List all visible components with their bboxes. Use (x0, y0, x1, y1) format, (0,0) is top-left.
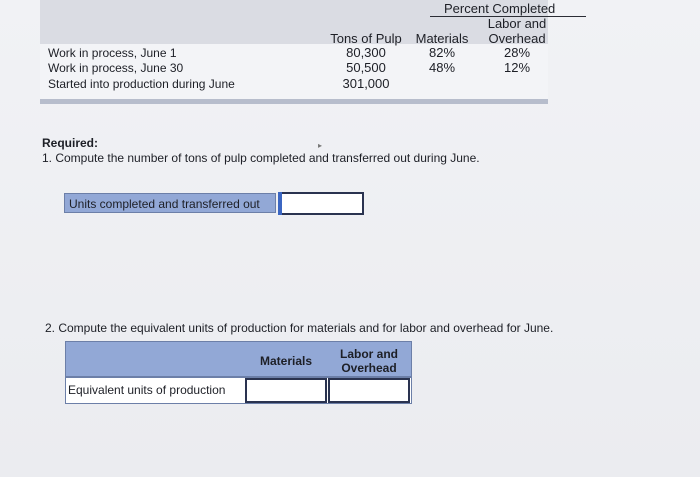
cell-materials-wip-june1: 82% (428, 45, 456, 60)
cell-tons-started-june: 301,000 (342, 76, 390, 91)
question-1-text: 1. Compute the number of tons of pulp completed and transferred out during June. (42, 151, 480, 165)
cell-tons-wip-june1: 80,300 (346, 45, 386, 60)
row-label-started-june: Started into production during June (48, 77, 235, 91)
tick-mark: ▸ (318, 141, 323, 150)
cell-labor-wip-june30: 12% (503, 60, 531, 75)
units-completed-input[interactable] (278, 192, 364, 215)
units-completed-input-accent (278, 192, 282, 215)
equivalent-units-table (65, 341, 412, 405)
col-header-labor-line2: Overhead (488, 31, 546, 46)
cell-labor-wip-june1: 28% (503, 45, 531, 60)
question-2-text: 2. Compute the equivalent units of production for materials and for labor and overhead for June. (45, 321, 554, 335)
eq-col-header-labor-line1: Labor and (339, 347, 398, 361)
row-label-wip-june1: Work in process, June 1 (48, 46, 177, 60)
required-heading: Required: (42, 136, 99, 150)
percent-completed-heading: Percent Completed (444, 1, 556, 16)
production-data-table (40, 0, 556, 104)
cell-materials-wip-june30: 48% (428, 60, 456, 75)
equivalent-units-labor-input[interactable] (328, 378, 410, 403)
eq-col-header-materials: Materials (259, 354, 313, 368)
col-header-materials: Materials (415, 31, 469, 46)
units-completed-label: Units completed and transferred out (64, 193, 276, 213)
equivalent-units-materials-input[interactable] (245, 378, 327, 403)
row-label-wip-june30: Work in process, June 30 (48, 61, 184, 75)
col-header-tons: Tons of Pulp (330, 31, 402, 46)
col-header-labor-line1: Labor and (487, 16, 547, 31)
eq-col-header-labor-line2: Overhead (341, 361, 397, 375)
table-bottom-rule (40, 99, 548, 104)
equivalent-units-label: Equivalent units of production (68, 383, 226, 397)
cell-tons-wip-june30: 50,500 (346, 60, 386, 75)
